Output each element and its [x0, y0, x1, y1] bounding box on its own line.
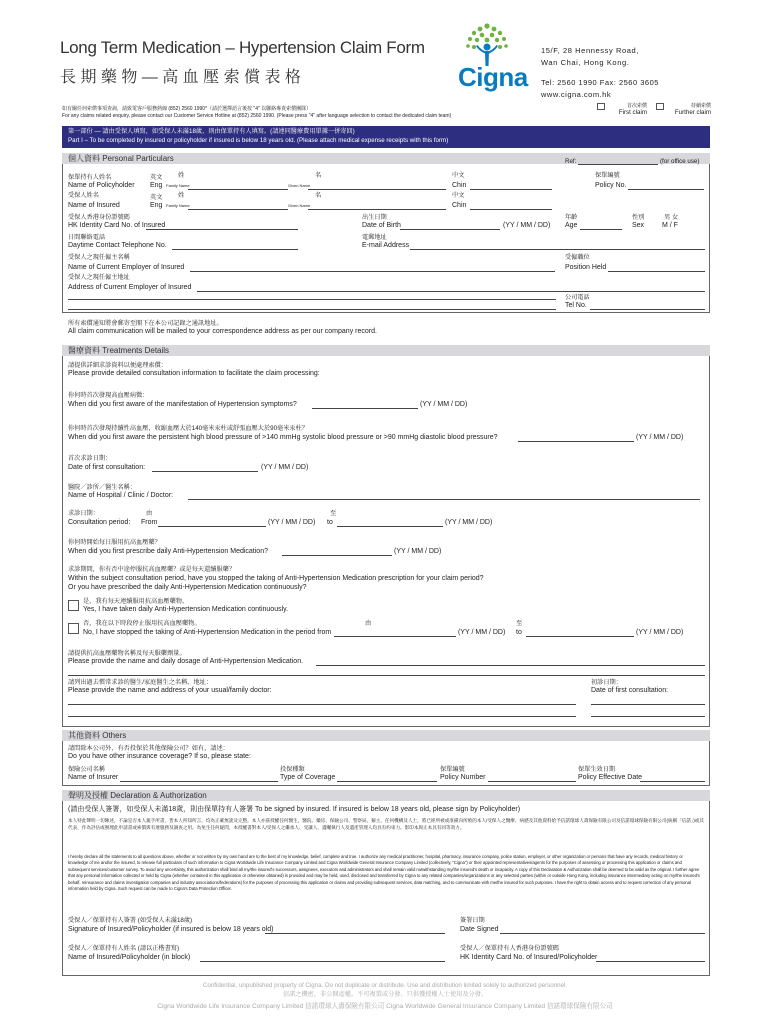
insured-given-name-field[interactable] [308, 209, 446, 210]
part1-banner [62, 126, 710, 148]
declaration-para-en: I hereby declare all the statements to all questions above, whether or not written by my own hand are to the best of my knowledge, belief, complete and true. I authorize any medical practitioner, hospital, pharmacy, insurance company, police station, employer, or other organization or persons that have any records, medical history or knowledge of me and/or the insured, to release full particulars of such information to Cigna Worldwide Life Insurance Company Limited and Cigna Worldwide General Insurance Company Limited (collectively, "Cigna") or their appointed representatives/agents for the purposes of assessing or processing this application or claims and subsequent services/customer survey. To avoid any uncertainty, this authorization shall bind all my/the insured's successors, assignees, executors and administrators and shall remain valid notwithstanding my/the insured's death or incapacity. A copy of this Declaration & Authorization shall be deemed to be valid as the original. I further agree that any personal information collected or held by Cigna (whether contained in this application or otherwise obtained) is provided and may be held, used, disclosed and transferred by Cigna to any related companies/organizations or any selected parties (within or outside Hong Kong, including insurance intermediary acting on my/the insured's behalf, reinsurance and claims investigation companies and industry associations/federations) for the purposes of processing this application or claims and providing subsequent services, data matching, and to communicate with me/the insured for such purposes. I have the right to obtain access and to request correction of any personal information held by Cigna. Such request can be made to Cigna's Data Protection Officer. [68, 854, 700, 892]
no-zh: 否，我在以下時段停止服用抗高血壓藥物。 [83, 620, 201, 627]
personal-header-text: 個人資料 Personal Particulars [68, 154, 174, 163]
correspondence-zh: 所有索償通知將會郵寄至閣下在本公司記錄之通訊地址。 [68, 320, 223, 327]
insurer-zh: 保險公司名稱 [68, 766, 106, 773]
q5-to: to [327, 519, 333, 526]
policy-no-label: Policy No. [595, 182, 627, 189]
enquiry-en: For any claims related enquiry, please contact our Customer Service Hotline at (852) 2560 1990. (Please press "4" after language selection to contact the dedicated claim team) [62, 113, 452, 119]
first-claim-zh: 首次索償 [626, 103, 647, 109]
declaration-para-zh: 本人特此聲明一切陳述，不論是否本人親手所書，皆本人所知所言，均為正確無訛及完整。本人亦茲授權任何醫生、醫院、藥房、保險公司、警察局、僱主、任何機構及人士，將已經所被或准備向所被的本人/受保人之醫療、病歷及其他資料給予信諾環球人壽保險有限公司及信諾環球保險有限公司(統稱「信諾」)或其代表，作為評估或辦理此申請書或索償與有連服務及調查之用。為免生任何疑問，本授權書對本人/受保人之繼承人、受讓人、遺囑執行人及遺產管理人均具有約束力。影印本與正本具有同等效力。 [68, 818, 704, 831]
surname-zh-1: 姓 [178, 172, 185, 179]
insurer-field[interactable] [120, 781, 278, 782]
q10-zh: 初診日期： [591, 679, 622, 686]
q8-field-2[interactable] [68, 675, 705, 676]
title-zh: 長 期 藥 物 — 高 血 壓 索 償 表 格 [60, 69, 301, 86]
q3-zh: 首次求診日期： [68, 455, 112, 462]
footer-company: Cigna Worldwide Life Insurance Company Limited 信諾環球人壽保險有限公司 Cigna Worldwide General Insurance Company Limited 信諾環球保險有限公司 [157, 1003, 613, 1010]
yes-en: Yes, I have taken daily Anti-Hypertension Medication continuously. [83, 606, 289, 613]
dob-en: Date of Birth [362, 222, 401, 229]
q5-zh: 求診日期： [68, 510, 99, 517]
no-to-zh: 至 [516, 620, 523, 627]
policy-number-en: Policy Number [440, 774, 486, 781]
q5-to-format: (YY / MM / DD) [445, 519, 493, 526]
others-header-text: 其他資料 Others [68, 731, 127, 740]
treatment-header [62, 345, 710, 356]
emp-addr-field-3[interactable] [68, 309, 556, 310]
age-zh: 年齡 [565, 214, 578, 221]
chinese-zh-1: 中文 [452, 172, 465, 179]
ref-label: Ref: [565, 158, 577, 165]
personal-header [62, 153, 710, 164]
q4-field[interactable] [188, 499, 700, 500]
signature-zh: 受保人／保單持有人簽署 (如受保人未滿18歲) [68, 917, 193, 924]
declaration-sub: (請由受保人簽署，如受保人未滿18歲，則由保單持有人簽署 To be signed by insured. If insured is below 18 years old, please sign by Policyholder) [68, 806, 521, 813]
others-header [62, 730, 710, 741]
block-name-zh: 受保人／保單持有人姓名 (請以正楷書寫) [68, 945, 180, 952]
q3-format: (YY / MM / DD) [261, 464, 309, 471]
age-en: Age [565, 222, 578, 229]
insured-en: Name of Insured [68, 202, 120, 209]
dob-zh: 出生日期 [362, 214, 387, 221]
further-claim-zh: 持續索償 [690, 103, 711, 109]
employer-en: Name of Current Employer of Insured [68, 264, 185, 271]
phone-zh: 日間聯絡電話 [68, 234, 106, 241]
family-name-1: Family Name [166, 183, 190, 188]
mf-zh: 男 女 [664, 214, 679, 221]
q3-field[interactable] [152, 471, 258, 472]
position-zh: 受僱職位 [565, 254, 590, 261]
first-claim-en: First claim [618, 109, 647, 116]
q1-en: When did you first aware of the manifestation of Hypertension symptoms? [68, 401, 297, 408]
emp-addr-en: Address of Current Employer of Insured [68, 284, 192, 291]
insured-zh: 受保人姓名 [68, 192, 99, 199]
q8-field-1[interactable] [316, 665, 705, 666]
employer-zh: 受保人之現任僱主名稱 [68, 254, 130, 261]
block-name-field[interactable] [200, 961, 445, 962]
q6-field[interactable] [282, 555, 392, 556]
effective-date-en: Policy Effective Date [578, 774, 643, 781]
no-to: to [516, 629, 522, 636]
policyholder-given-name-field[interactable] [308, 189, 446, 190]
q2-field[interactable] [518, 441, 634, 442]
date-signed-en: Date Signed [460, 926, 499, 933]
declaration-header [62, 790, 710, 801]
further-claim-en: Further claim [674, 109, 711, 116]
given-name-1: Given Name [288, 183, 311, 188]
q5-from-format: (YY / MM / DD) [268, 519, 316, 526]
tel-fax: Tel: 2560 1990 Fax: 2560 3605 [541, 78, 659, 87]
q10-field-2[interactable] [591, 716, 705, 717]
q6-format: (YY / MM / DD) [394, 548, 442, 555]
q1-field[interactable] [312, 408, 418, 409]
first-claim-option[interactable] [597, 103, 647, 116]
address-line-1: 15/F, 28 Hennessy Road, [541, 46, 640, 55]
yes-zh: 是，我有每天連續服用抗高血壓藥物。 [83, 598, 189, 605]
emp-addr-zh: 受保人之現任僱主地址 [68, 274, 130, 281]
policyholder-zh: 保單持有人姓名 [68, 174, 112, 181]
given-name-2: Given Name [288, 203, 311, 208]
dob-format: (YY / MM / DD) [503, 222, 551, 229]
chinese-zh-2: 中文 [452, 192, 465, 199]
insured-chinese-name-field[interactable] [470, 209, 552, 210]
no-to-format: (YY / MM / DD) [636, 629, 684, 636]
q7-zh: 求診期間，你有否中途停服抗高血壓藥？或是每天還續服藥？ [68, 566, 236, 573]
id-no-field[interactable] [596, 961, 705, 962]
coverage-zh: 投保種類 [280, 766, 305, 773]
signature-en: Signature of Insured/Policyholder (if insured is below 18 years old) [68, 926, 274, 933]
chin-1: Chin [452, 182, 467, 189]
position-en: Position Held [565, 264, 607, 271]
hkid-field[interactable] [146, 229, 298, 230]
given-zh-2: 名 [315, 192, 322, 199]
q9-zh: 請列出過去慣常求診的醫生/家庭醫生之名稱、地址： [68, 679, 213, 686]
policyholder-chinese-name-field[interactable] [470, 189, 552, 190]
q8-en: Please provide the name and daily dosage of Anti-Hypertension Medication. [68, 658, 304, 665]
effective-date-zh: 保單生效日期 [578, 766, 616, 773]
q5-from-zh: 由 [146, 510, 153, 517]
phone-field[interactable] [172, 249, 298, 250]
no-en: No, I have stopped the taking of Anti-Hypertension Medication in the period from [83, 629, 332, 636]
coverage-en: Type of Coverage [280, 774, 336, 781]
q0-en: Please provide detailed consultation information to facilitate the claim processing: [68, 370, 320, 377]
date-signed-zh: 簽署日期 [460, 917, 485, 924]
ref-field[interactable] [578, 164, 658, 165]
others-q-zh: 請問除本公司外，有否投保於其他保險公司？如有，請述： [68, 745, 229, 752]
q7-en1: Within the subject consultation period, have you stopped the taking of Anti-Hypertension Medication prescription for your claim period? [68, 575, 484, 582]
block-name-en: Name of Insured/Policyholder (in block) [68, 954, 191, 961]
enquiry-zh: 如有關任何索償事項查詢，請致電客戶服務熱線 (852) 2560 1990*（請於選擇語言後按 "4" 以聯絡專責索償團隊） [62, 106, 312, 112]
id-no-zh: 受保人／保單持有人香港身份證號碼 [460, 945, 559, 952]
no-from-zh: 由 [365, 620, 372, 627]
q2-zh: 你何時首次發現持續性高血壓，收縮血壓大於140毫米汞柱或舒張血壓大於90毫米汞柱？ [68, 425, 308, 432]
employer-field[interactable] [190, 271, 555, 272]
eng-1: Eng [150, 182, 163, 189]
phone-en: Daytime Contact Telephone No. [68, 242, 167, 249]
yes-continuous-checkbox[interactable] [68, 600, 79, 611]
coverage-field[interactable] [337, 781, 437, 782]
date-signed-field[interactable] [500, 933, 705, 934]
q4-zh: 醫院／診所／醫生名稱： [68, 484, 137, 491]
policy-no-field[interactable] [628, 189, 704, 190]
eng-2: Eng [150, 202, 163, 209]
q6-en: When did you first prescribe daily Anti-Hypertension Medication? [68, 548, 268, 555]
insurer-en: Name of Insurer [68, 774, 119, 781]
cigna-wordmark: Cigna [458, 62, 528, 92]
emp-addr-field-2[interactable] [68, 299, 556, 300]
no-to-field[interactable] [526, 636, 634, 637]
policy-no-zh: 保單編號 [595, 172, 620, 179]
eng-zh-2: 英文 [150, 194, 163, 201]
family-name-2: Family Name [166, 203, 190, 208]
office-use-label: (for office use) [660, 158, 700, 165]
q2-en: When did you first aware the persistent high blood pressure of >140 mmHg systolic blood pressure or >90 mmHg diastolic blood pressure? [68, 434, 498, 441]
dob-field[interactable] [400, 229, 500, 230]
id-no-en: HK Identity Card No. of Insured/Policyholder [460, 954, 598, 961]
address-line-2: Wan Chai, Hong Kong. [541, 58, 630, 67]
q3-en: Date of first consultation: [68, 464, 146, 471]
emp-addr-field-1[interactable] [197, 291, 705, 292]
q2-format: (YY / MM / DD) [636, 434, 684, 441]
eng-zh-1: 英文 [150, 174, 163, 181]
q10-field-1[interactable] [591, 704, 705, 705]
policy-number-zh: 保單編號 [440, 766, 465, 773]
q1-format: (YY / MM / DD) [420, 401, 468, 408]
footer-confidential-zh: 信諾之機密，非公開產權。不可複製或分發。只供獲授權人士使用及分發。 [282, 991, 488, 998]
signature-field[interactable] [265, 933, 445, 934]
email-en: E-mail Address [362, 242, 410, 249]
part1-banner-en: Part I – To be completed by insured or policyholder if insured is below 18 years old. (Please attach medical expense receipts with this form) [68, 137, 449, 144]
declaration-header-text: 聲明及授權 Declaration & Authorization [68, 791, 207, 800]
q1-zh: 你何時首次發現高血壓病徵： [68, 392, 149, 399]
cigna-logo [452, 18, 528, 98]
q5-to-field[interactable] [337, 526, 443, 527]
q5-to-zh: 至 [330, 510, 337, 517]
policyholder-family-name-field[interactable] [188, 189, 288, 190]
no-from-field[interactable] [334, 636, 456, 637]
further-claim-checkbox[interactable] [656, 103, 664, 110]
correspondence-en: All claim communication will be mailed to your correspondence address as per our company record. [68, 328, 377, 335]
first-claim-checkbox[interactable] [597, 103, 605, 110]
q9-field-1[interactable] [68, 704, 576, 705]
q9-en: Please provide the name and address of your usual/family doctor: [68, 687, 272, 694]
q4-en: Name of Hospital / Clinic / Doctor: [68, 492, 174, 499]
q0-zh: 請提供詳細求診資料以便處理索償： [68, 362, 167, 369]
surname-zh-2: 姓 [178, 192, 185, 199]
email-field[interactable] [410, 249, 705, 250]
q5-from-field[interactable] [158, 526, 266, 527]
further-claim-option[interactable] [656, 103, 711, 116]
q5-from: From [141, 519, 158, 526]
office-tel-zh: 公司電話 [565, 294, 590, 301]
age-field[interactable] [580, 229, 622, 230]
q6-zh: 你何時開始每日服用抗高血壓藥？ [68, 539, 161, 546]
q5-en: Consultation period: [68, 519, 131, 526]
q7-en2: Or you have prescribed the daily Anti-Hypertension Medication continuously? [68, 584, 307, 591]
position-field[interactable] [608, 271, 705, 272]
effective-date-field[interactable] [640, 781, 705, 782]
others-q-en: Do you have other insurance coverage? If so, please state: [68, 753, 251, 760]
q8-zh: 請提供抗高血壓藥物名稱及每天服藥劑量。 [68, 650, 186, 657]
title-en: Long Term Medication – Hypertension Claim Form [60, 38, 425, 57]
mf-en[interactable]: M / F [662, 222, 678, 229]
sex-zh: 性別 [632, 214, 645, 221]
policy-number-field[interactable] [488, 781, 576, 782]
given-zh-1: 名 [315, 172, 322, 179]
insured-family-name-field[interactable] [188, 209, 288, 210]
website: www.cigna.com.hk [541, 90, 612, 99]
q10-en: Date of first consultation: [591, 687, 669, 694]
policyholder-en: Name of Policyholder [68, 182, 135, 189]
no-stopped-checkbox[interactable] [68, 623, 79, 634]
sex-en: Sex [632, 222, 645, 229]
no-from-format: (YY / MM / DD) [458, 629, 506, 636]
chin-2: Chin [452, 202, 467, 209]
part1-banner-zh: 第一部份 — 請由受保人填寫，如受保人未滿18歲，則由保單持有人填寫。(請連同醫療費用單據一併寄回) [68, 128, 355, 135]
q9-field-2[interactable] [68, 716, 576, 717]
treatment-header-text: 醫療資料 Treatments Details [68, 346, 170, 355]
email-zh: 電郵地址 [362, 234, 387, 241]
hkid-zh: 受保人香港身份證號碼 [68, 214, 130, 221]
office-tel-field[interactable] [590, 309, 705, 310]
hkid-en: HK Identity Card No. of Insured [68, 222, 166, 229]
footer-confidential-en: Confidential, unpublished property of Cigna. Do not duplicate or distribute. Use and distribution limited solely to authorized personnel. [202, 982, 568, 989]
office-tel-en: Tel No. [565, 302, 587, 309]
